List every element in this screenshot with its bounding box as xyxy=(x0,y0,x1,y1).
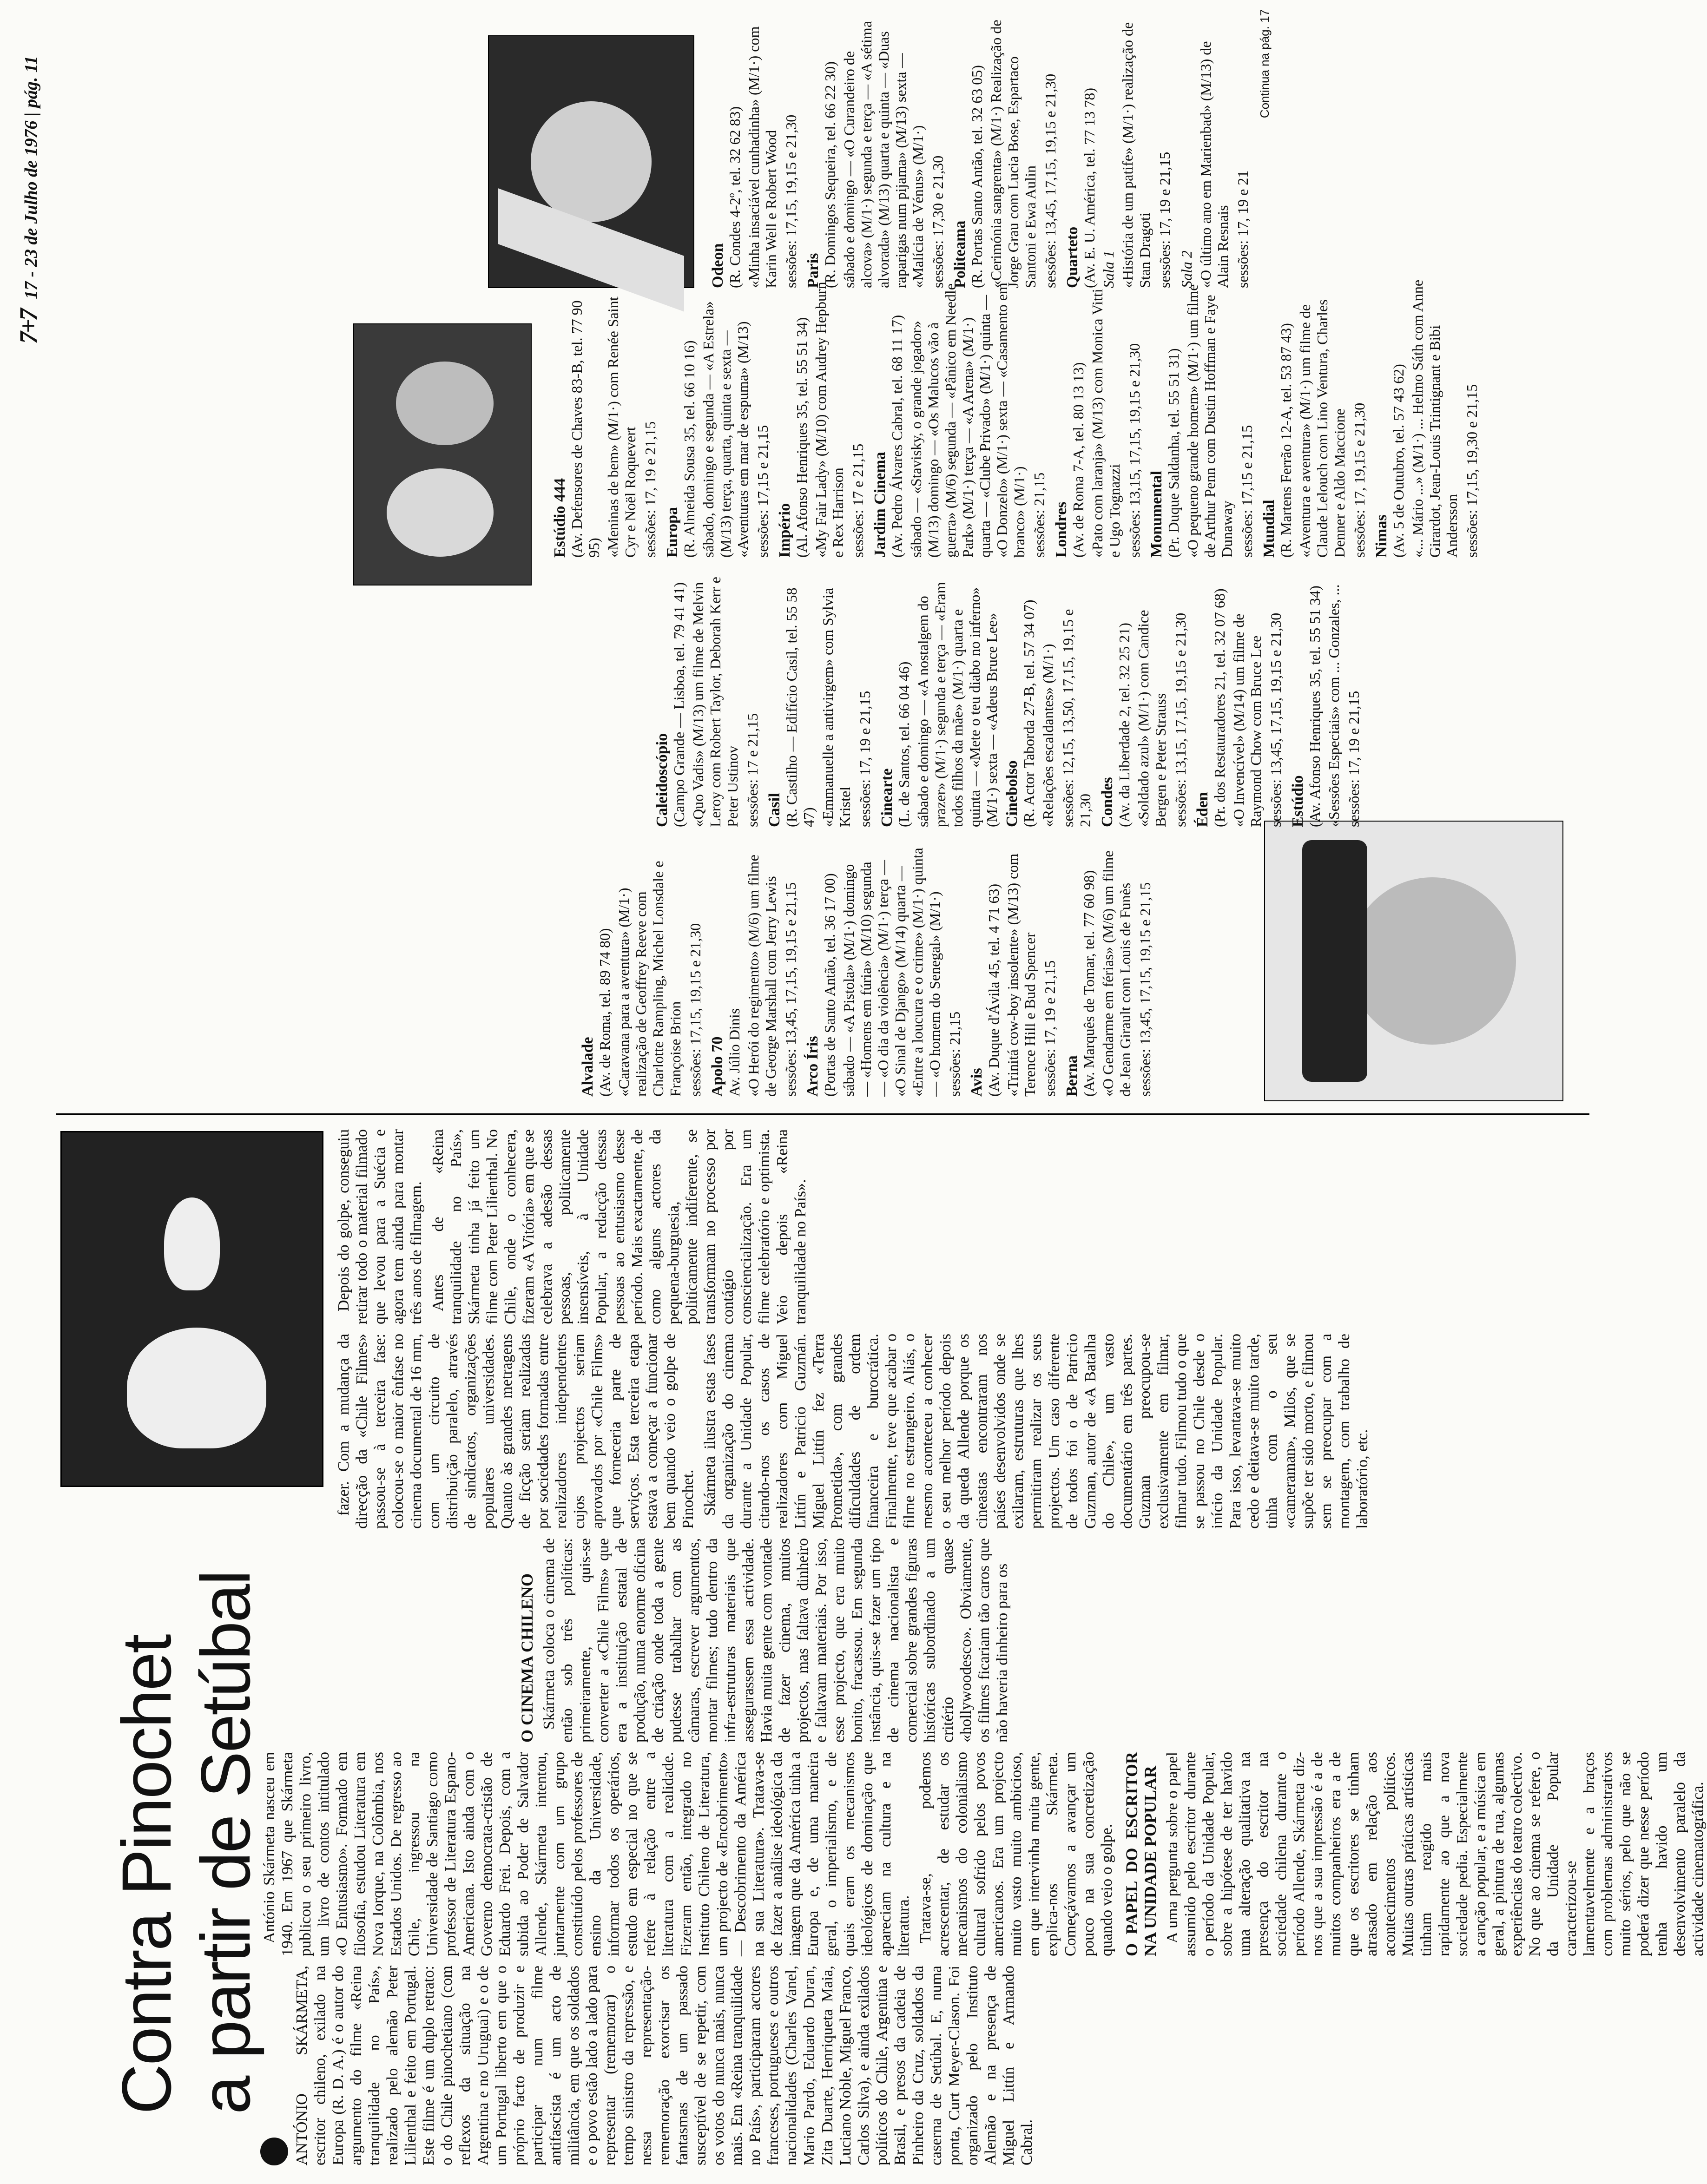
cinema-entry xyxy=(551,279,659,558)
session-times: sessões: 17, 19 e 21,15 xyxy=(1156,151,1173,288)
cinema-entry xyxy=(1099,576,1189,827)
cinema-address: (Pr. dos Restauradores 21, tel. 32 07 68) xyxy=(1211,588,1228,827)
cinema-address: (L. de Santos, tel. 66 04 46) xyxy=(896,661,912,827)
section-divider xyxy=(56,1113,1589,1115)
film-info: «Minha insaciável cunhadinha» (M/1·) com Karin Well e Robert Wood xyxy=(745,26,779,288)
session-times: sessões: 13,15, 17,15, 19,15 e 21,30 xyxy=(1126,343,1143,558)
continued-note: Continua na pág. 17 xyxy=(1258,9,1272,118)
session-times: sessões: 13,45, 17,15, 19,15 e 21,15 xyxy=(782,882,799,1097)
film-info: «Relações escaldantes» (M/1·) xyxy=(1040,644,1056,827)
session-times: sessões: 17 e 21,15 xyxy=(850,443,866,558)
seal-icon xyxy=(260,2138,288,2165)
session-times: sessões: 17,15 e 21,15 xyxy=(754,425,771,558)
cinema-address: (Av. de Roma, tel. 89 74 80) xyxy=(596,928,613,1097)
cinema-address: (R. Castilho — Edifício Casil, tel. 55 58 47) xyxy=(783,587,817,827)
cinema-address: (Campo Grande — Lisboa, tel. 79 41 41) xyxy=(671,582,687,827)
session-times: sessões: 17,15, 19,30 e 21,15 xyxy=(1463,384,1480,558)
film-info: «Trinitá cow-boy insolente» (M/13) com Terence Hill e Bud Spencer xyxy=(1004,853,1038,1097)
issue-date: 17 - 23 de Julho de 1976 | pág. 11 xyxy=(21,56,41,299)
article-paragraph: Tratava-se, podemos acrescentar, de estudar os mecanismos do colonialismo cultural sofrido pelos povos americanos. Era um projecto muito vasto muito ambicioso, em que intervinha muita gente, explica-nos Skármeta. Começávamos a avançar um pouco na sua concretização quando veio o golpe. xyxy=(917,1752,1115,1956)
article-column-3 xyxy=(511,1538,1608,1743)
publication-logo: 7+7 xyxy=(14,310,42,344)
cinema-entry xyxy=(804,9,947,288)
session-times: sessões: 17,30 e 21,30 xyxy=(929,155,946,288)
session-times: sessões: 13,45, 17,15, 19,15 e 21,30 xyxy=(1042,73,1059,288)
article-column-1 xyxy=(260,1966,1608,2165)
cinema-entry xyxy=(653,576,761,827)
cinema-name: Império xyxy=(776,503,793,558)
cinema-entry xyxy=(664,279,771,558)
headline-line-2: a partir de Setúbal xyxy=(186,1571,264,2114)
photo-figure xyxy=(127,1328,266,1448)
session-times: sessões: 13,45, 17,15, 19,15 e 21,30 xyxy=(1267,612,1284,827)
cinema-address: (R. Portas Santo Antão, tel. 32 63 05) xyxy=(969,65,985,288)
cinema-name: Caleidoscópio xyxy=(653,733,671,827)
film-info: sábado, domingo e segunda — «A Estrela» (M/13) terça, quarta, quinta e sexta — «Aventuras em mar de espuma» (M/13) xyxy=(700,301,751,558)
cinema-entry xyxy=(709,846,799,1097)
cinema-entry xyxy=(1003,576,1094,827)
cinema-entry xyxy=(579,846,704,1097)
cinema-name: Avis xyxy=(968,1068,985,1097)
article-paragraph: Skármeta coloca o cinema de então sob três políticas: primeiramente, quis-se converter a «Chile Films» que era a instituição estatal de produção, numa enorme oficina de criação onde toda a gente pudesse trabalhar com as câmaras, escrever argumentos, montar filmes; tudo dentro da infra-estruturas materiais que assegurassem essa actividade. Havia muita gente com vontade de fazer cinema, muitos projectos, mas faltava dinheiro e faltavam materiais. Por isso, esse projecto, que era muito bonito, fracassou. Em segunda instância, quis-se fazer um tipo de cinema nacionalista e comercial sobre grandes figuras históricas subordinado a um critério quase «hollywoodesco». Obviamente, os filmes ficariam tão caros que não haveria dinheiro para os xyxy=(540,1538,1011,1743)
photo-face xyxy=(531,101,652,222)
article-subhead: O PAPEL DO ESCRITOR NA UNIDADE POPULAR xyxy=(1122,1752,1160,1956)
photo-face xyxy=(387,468,494,557)
article-paragraph: Skármeta ilustra estas fases da organização do cinema durante a Unidade Popular, citando-nos os casos de realizadores com Miguel Littín e Patricio Guzmán. Miguel Littín fez «Terra Prometida», com grandes dificuldades de ordem financeira e burocrática. Finalmente, teve que acabar o filme no estrangeiro. Aliás, o mesmo aconteceu a conhecer o seu melhor período depois da queda Allende porque os cineastas encontraram nos países desenvolvidos onde se exilaram, estruturas que lhes permitiram realizar os seus projectos. Um caso diferente de todos foi o de Patricio Guzman, autor de «A Batalha do Chile», um vasto documentário em três partes. Guzman preocupou-se exclusivamente em filmar, filmar tudo. Filmou tudo o que se passou no Chile desde o início da Unidade Popular. Para isso, levantava-se muito cedo e deitava-se muito tarde, tinha com o seu «cameraman», Milos, que se supõe ter sido morto, e filmou sem se preocupar com a montagem, com trabalho de laboratório, etc. xyxy=(701,1334,1371,1529)
cinema-entry xyxy=(878,576,1001,827)
film-info: «Aventura e aventura» (M/1·) um filme de Claude Lelouch com Lino Ventura, Charles Denner e Aldo Maccione xyxy=(1297,299,1348,558)
cinema-address: (Portas de Santo Antão, tel. 36 17 00) xyxy=(821,873,838,1097)
screen-name: Sala 1 xyxy=(1100,250,1117,288)
cinema-entry xyxy=(871,279,1048,558)
film-info: «... Mário ...» (M/1·) ... Helmo Sáth com Anne Girardot, Jean-Louis Trintignant e Bibi Andersson xyxy=(1409,279,1460,558)
session-times: sessões: 17,15, 19,15 e 21,30 xyxy=(687,923,704,1097)
cinema-entry xyxy=(1148,279,1256,558)
cinema-name: Europa xyxy=(664,507,681,558)
film-info: «O último ano em Marienbad» (M/13) de Alain Resnais xyxy=(1197,41,1231,288)
cinema-address: (Av. E. U. América, tel. 77 13 78) xyxy=(1081,88,1098,288)
cinema-name: Quarteto xyxy=(1064,226,1081,288)
cinema-entry xyxy=(1260,279,1368,558)
film-info: «Caravana para a aventura» (M/1·) realização de Geoffrey Reeve com Charlotte Rampling, Michel Lonsdale e Françoise Brion xyxy=(615,861,684,1097)
cinema-address: (Av. Defensores de Chaves 83-B, tel. 77 90 95) xyxy=(568,300,602,558)
cinema-address: (Av. 5 de Outubro, tel. 57 43 62) xyxy=(1390,364,1407,558)
article-column-2 xyxy=(260,1752,1707,1956)
article-paragraph: Depois do golpe, conseguiu retirar todo o material filmado que levou para a Suécia e agora tem ainda para montar três anos de filmagem. xyxy=(335,1129,425,1324)
film-info: «História de um patife» (M/1·) realização de Stan Dragoti xyxy=(1119,22,1153,288)
cinema-address: (R. Actor Taborda 27-B, tel. 57 34 07) xyxy=(1021,599,1037,827)
film-info: sábado e domingo — «O Curandeiro de alcova» (M/1·) segunda e terça — «A sétima alvorada» (M/13) quarta e quinta — «Duas raparigas num pijama» (M/13) sexta — «Malícia de Vénus» (M/1·) xyxy=(841,21,926,288)
film-info: «O Gendarme em férias» (M/6) um filme de Jean Girault com Louis de Funès xyxy=(1100,850,1134,1097)
photo-hat xyxy=(1302,840,1367,1082)
cinema-address: (Av. Pedro Álvares Cabral, tel. 68 11 17) xyxy=(889,315,905,558)
film-info: «Quo Vadis» (M/13) um filme de Melvin Leroy com Robert Taylor, Deborah Kerr e Peter Ustinov xyxy=(690,577,741,827)
cinema-entry xyxy=(1063,846,1154,1097)
film-info: «Emmanuelle a antivirgem» com Sylvia Kristel xyxy=(819,588,853,827)
cinema-address: (R. Domingos Sequeira, tel. 66 22 30) xyxy=(822,61,838,288)
listing-photo-couple xyxy=(353,323,532,585)
photo-face xyxy=(1349,877,1516,1045)
session-times: sessões: 17, 19 e 21,15 xyxy=(642,421,659,558)
film-info: sábado — «A Pistola» (M/1·) domingo — «Homens em fúria» (M/10) segunda — «O dia da violência» (M/1·) terça — «O Sinal de Django» (M/14) quarta — «Entre a loucura e o crime» (M/1·) quinta — «O homem do Senegal» (M/1·) xyxy=(840,848,943,1097)
screen-name: Sala 2 xyxy=(1178,250,1195,288)
listing-column-2 xyxy=(651,576,1599,827)
film-info: «My Fair Lady» (M/10) com Audrey Hepburn e Rex Harrison xyxy=(812,282,846,558)
article-subhead: O CINEMA CHILENO xyxy=(518,1573,536,1743)
film-info: «Soldado azul» (M/1·) com Candice Bergen e Peter Strauss xyxy=(1135,610,1169,827)
film-info: «Sessões Especiais» com ... Gonzales, ... xyxy=(1325,584,1342,827)
cinema-address: (R. Condes 4-2º, tel. 32 62 83) xyxy=(726,106,743,288)
cinema-name: Mundial xyxy=(1260,500,1278,558)
article-paragraph: A uma pergunta sobre o papel assumido pelo escritor durante o período da Unidade Popular, sobre a hipótese de ter havido uma alteração qualitativa na presença do escritor na sociedade chilena durante o período Allende, Skármeta diz-nos que a sua impressão é a de muitos companheiros era a de que os escritores se tinham atrasado em relação aos acontecimentos políticos. Muitas outras práticas artísticas tinham reagido mais rapidamente ao que a nova sociedade pedia. Especialmente a canção popular, e a música em geral, a pintura de rua, algumas experiências do teatro colectivo. No que ao cinema se refere, o da Unidade Popular caracterizou-se lamentavelmente e a braços com problemas administrativos muito sérios, pelo que não se poderá dizer que nesse período tenha havido um desenvolvimento paralelo da actividade cinematográfica. xyxy=(1164,1752,1707,1956)
article-column-5 xyxy=(335,1129,1608,1324)
listing-column-3 xyxy=(548,279,1599,558)
cinema-name: Estúdio 444 xyxy=(551,478,568,558)
cinema-address: (Av. Duque d'Ávila 45, tel. 4 71 63) xyxy=(985,883,1002,1097)
cinema-address: (R. Martens Ferrão 12-A, tel. 53 87 43) xyxy=(1278,323,1294,558)
cinema-entry xyxy=(1289,576,1363,827)
photo-hand xyxy=(164,1197,220,1290)
session-times: sessões: 21,15 xyxy=(946,1011,963,1097)
cinema-address: Av. Júlio Dinis xyxy=(726,1008,743,1097)
film-info: «Cerimónia sangrenta» (M/1·) Realização de Jorge Grau com Lucia Bose, Espartaco Santoni e Ewa Aulin xyxy=(988,20,1039,288)
photo-face xyxy=(396,362,494,445)
session-times: sessões: 17,15, 19,15 e 21,30 xyxy=(783,114,799,288)
cinema-name: Estúdio xyxy=(1289,775,1306,827)
listing-column-4 xyxy=(706,9,1599,288)
film-info: «Meninas de bem» (M/1·) com Renée Saint Cyr e Noël Roquevert xyxy=(605,296,639,558)
cinema-name: Monumental xyxy=(1148,471,1165,558)
cinema-entry xyxy=(1053,279,1143,558)
article-photo xyxy=(60,1131,323,1487)
film-info: sábado — «Stavisky, o grande jogador» (M/13) domingo — «Os Malucos vão à guerra» (M/6) segunda — «Pânico em Needle Park» (M/1·) terça — «A Arena» (M/1·) quarta — «Clube Privado» (M/1·) quinta — «O Donzelo» (M/1·) sexta — «Casamento em branco» (M/1·) xyxy=(908,283,1028,558)
cinema-address: (Al. Afonso Henriques 35, tel. 55 51 34) xyxy=(793,317,810,558)
article-column-4 xyxy=(335,1334,1608,1529)
cinema-address: (R. Almeida Sousa 35, tel. 66 10 16) xyxy=(681,340,698,558)
article-paragraph: ANTÓNIO SKÁRMETA, escritor chileno, exilado na Europa (R. D. A.) é o autor do argumento do filme «Reina tranquilidade no País», realizado pelo alemão Peter Lilienthal e feito em Portugal. Este filme é um duplo retrato: o do Chile pinochetiano (com reflexos da situação na Argentina e no Uruguai) e o de um Portugal liberto em que o próprio facto de produzir e participar num filme antifascista é um acto de militância, em que os soldados e o povo estão lado a lado para representar (rememorar) o tempo sinistro da repressão, e nessa representação-rememoração exorcisar os fantasmas de um passado susceptível de se repetir, com os votos do nunca mais, nunca mais. Em «Reina tranquilidade no País», participaram actores franceses, portugueses e outros nacionalidades (Charles Vanel, Mario Pardo, Eduardo Duran, Zita Duarte, Henriqueta Maia, Luciano Noble, Miguel Franco, Carlos Silva), e ainda exilados políticos do Chile, Argentina e Brasil, e presos da cadeia de Pinheiro da Cruz, soldados da caserna de Setúbal. E, numa ponta, Curt Meyer-Clason. Foi organizado pelo Instituto Alemão e na presença de Miguel Littín e Armando Cabral. xyxy=(293,1966,1035,2165)
cinema-entry xyxy=(968,846,1059,1097)
cinema-address: (Av. Marquês de Tomar, tel. 77 60 98) xyxy=(1081,870,1097,1097)
session-times: sessões: 17, 19,15 e 21,30 xyxy=(1351,402,1368,558)
article-headline xyxy=(107,1510,265,2114)
film-info: «Pato com laranja» (M/13) com Monica Vitti e Ugo Tognazzi xyxy=(1089,289,1123,558)
film-info: «O pequeno grande homem» (M/1·) um filme de Arthur Penn com Dustin Hoffman e Faye Dunaway xyxy=(1184,284,1235,558)
cinema-address: (Pr. Duque Saldanha, tel. 55 51 31) xyxy=(1165,348,1182,558)
session-times: sessões: 13,45, 17,15, 19,15 e 21,15 xyxy=(1137,882,1153,1097)
cinema-name: Alvalade xyxy=(579,1037,596,1097)
listing-photo-gendarme xyxy=(1264,821,1563,1101)
film-info: «O Herói do regimento» (M/6) um filme de George Marshall com Jerry Lewis xyxy=(745,855,779,1097)
cinema-name: Cinearte xyxy=(878,768,896,827)
cinema-address: (Av. de Roma 7-A, tel. 80 13 13) xyxy=(1070,362,1087,558)
cinema-name: Arco Íris xyxy=(804,1036,821,1097)
film-info: sábado e domingo — «A nostalgem do prazer» (M/1·) segunda e terça — «Eram todos filhos da mãe» (M/1·) quarta e quinta — «Mete o teu diabo no inferno» (M/1·) sexta — «Adeus Bruce Lee» xyxy=(915,582,1000,827)
listing-photo-woman xyxy=(488,35,694,288)
cinema-entry xyxy=(804,846,963,1097)
cinema-entry xyxy=(709,9,800,288)
cinema-entry xyxy=(1178,9,1252,288)
article-paragraph: fazer. Com a mudança da direcção da «Chile Filmes» passou-se à terceira fase: colocou-se o maior ênfase no cinema documental de 16 mm, com um circuito de distribuição paralelo, através de sindicatos, organizações populares universidades. Quanto às grandes metragens de ficção seriam realizadas por sociedades formadas entre realizadores independentes cujos projectos seriam aprovados por «Chile Films» que forneceria parte de serviços. Esta terceira etapa estava a começar a funcionar bem quando veio o golpe de Pinochet. xyxy=(335,1334,697,1529)
cinema-name: Cinebolso xyxy=(1003,760,1021,827)
session-times: sessões: 17, 19 e 21,15 xyxy=(1345,691,1362,827)
session-times: sessões: 17, 19 e 21,15 xyxy=(857,691,873,827)
cinema-entry xyxy=(766,576,874,827)
cinema-entry xyxy=(1064,9,1098,288)
cinema-entry xyxy=(1194,576,1285,827)
article-paragraph: Antes de «Reina tranquilidade no País», Skármeta tinha já feito um filme com Peter Lilienthal. No Chile, onde o conhecera, fizeram «A Vitória» em que se celebrava a adesão dessas pessoas, politicamente insensíveis, à Unidade Popular, a redacção dessas pessoas ao entusiasmo desse período. Mais exactamente, de como alguns actores da pequena-burguesia, politicamente indiferente, se transformam no processo por contágio por consciencialização. Era um filme celebratório e optimista. Veio depois «Reina tranquilidade no País». xyxy=(429,1129,809,1324)
cinema-entry xyxy=(1100,9,1173,288)
cinema-entry xyxy=(1373,279,1481,558)
cinema-entry xyxy=(776,279,867,558)
cinema-name: Paris xyxy=(804,253,822,288)
cinema-name: Apolo 70 xyxy=(709,1036,726,1097)
session-times: sessões: 17, 19 e 21 xyxy=(1234,170,1251,288)
session-times: sessões: 17, 19 e 21,15 xyxy=(1041,960,1058,1097)
session-times: sessões: 21,15 xyxy=(1031,472,1048,558)
headline-line-1: Contra Pinochet xyxy=(107,1635,185,2114)
session-times: sessões: 12,15, 13,50, 17,15, 19,15 e 21,30 xyxy=(1060,609,1094,827)
cinema-name: Nimas xyxy=(1373,514,1390,558)
session-times: sessões: 17 e 21,15 xyxy=(744,713,761,827)
cinema-name: Berna xyxy=(1063,1055,1081,1097)
cinema-address: (Av. da Liberdade 2, tel. 32 25 21) xyxy=(1116,623,1133,827)
cinema-name: Éden xyxy=(1194,792,1211,827)
film-info: «O Invencível» (M/14) um filme de Raymond Chow com Bruce Lee xyxy=(1230,613,1264,827)
cinema-name: Condes xyxy=(1099,777,1116,827)
page-folio xyxy=(14,9,46,344)
cinema-entry xyxy=(951,9,1059,288)
cinema-name: Casil xyxy=(766,793,783,827)
session-times: sessões: 13,15, 17,15, 19,15 e 21,30 xyxy=(1172,612,1189,827)
cinema-name: Odeon xyxy=(709,243,726,288)
cinema-name: Londres xyxy=(1053,501,1070,558)
cinema-name: Jardim Cinema xyxy=(871,452,889,558)
cinema-name: Politeama xyxy=(951,220,969,288)
article-paragraph: António Skármeta nasceu em 1940. Em 1967 que Skármeta publicou o seu primeiro livro, um livro de contos intitulado «O Entusiasmo». Formado em filosofia, estudou Literatura em Nova Iorque, na Colômbia, nos Estados Unidos. De regresso ao Chile, ingressou na Universidade de Santiago como professor de Literatura Espano-Americana. Isto ainda com o Governo democrata-cristão de Eduardo Frei. Depois, com a subida ao Poder de Salvador Allende, Skármeta intentou, juntamente com um grupo constituído pelos professores de ensino da Universidade, informar todos os operários, estudo em especial no que se refere à relação entre a literatura com a realidade. Fizeram então, integrado no Instituto Chileno de Literatura, um projecto de «Encobrimento» — Descobrimento da América na sua Literatura». Tratava-se de fazer a análise ideológica da imagem que da América tinha a Europa e, de uma maneira geral, o imperialismo, e de quais eram os mecanismos ideológicos de dominação que apareciam na cultura e na literatura. xyxy=(261,1752,912,1956)
session-times: sessões: 17,15 e 21,15 xyxy=(1239,425,1255,558)
cinema-address: (Av. Afonso Henriques 35, tel. 55 51 34) xyxy=(1306,585,1323,827)
